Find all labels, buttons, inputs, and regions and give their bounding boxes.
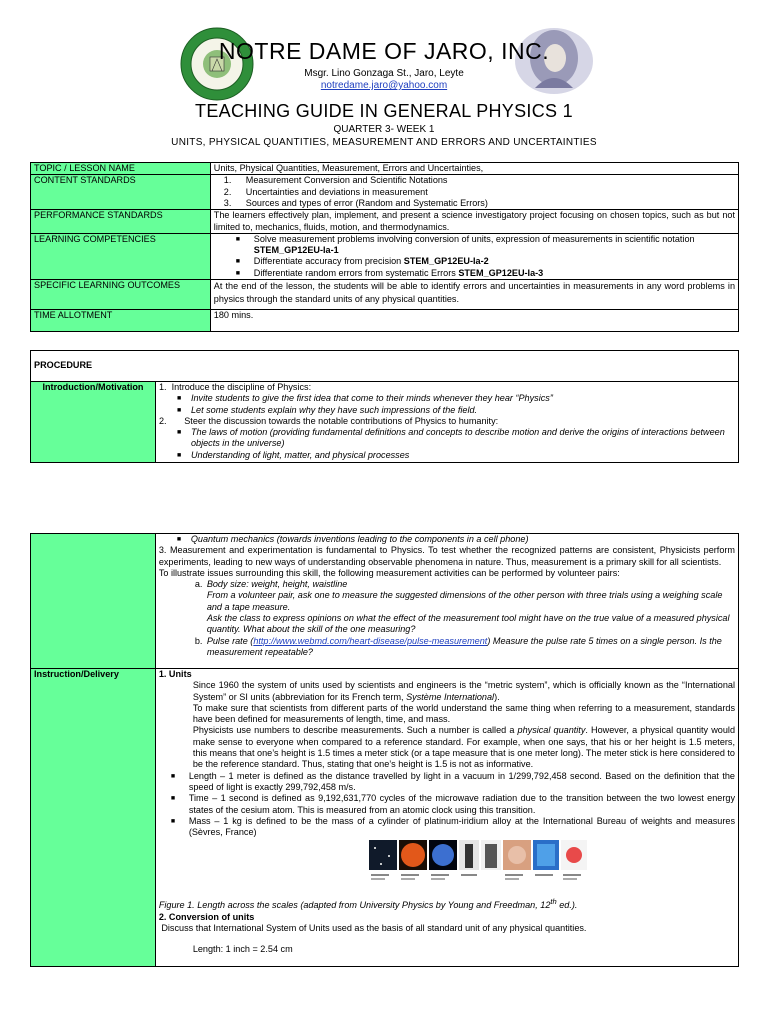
figure-1-caption: Figure 1. Length across the scales (adapted from University Physics by Young and Freedman, 12th ed.). bbox=[158, 897, 578, 911]
list-item: 2. Steer the discussion towards the notable contributions of Physics to humanity: bbox=[158, 415, 499, 426]
time-allotment-label: TIME ALLOTMENT bbox=[31, 310, 211, 332]
intro-continued-content bbox=[155, 534, 738, 669]
list-item: 1. Introduce the discipline of Physics: bbox=[158, 382, 312, 392]
lesson-info-table bbox=[30, 162, 739, 332]
conversion-heading: 2. Conversion of units bbox=[158, 911, 255, 922]
performance-standards-value: The learners effectively plan, implement, and present a science investigatory project focusing on chosen topics, such as but not limited to, mechanics, fluids, motion, and thermodynamics. bbox=[210, 210, 738, 234]
content-standards-list bbox=[210, 175, 738, 210]
intro-motivation-label: Introduction/Motivation bbox=[31, 382, 156, 463]
list-item: ■ Let some students explain why they have such impressions of the field. bbox=[176, 404, 478, 415]
list-item: 1. Measurement Conversion and Scientific Notations bbox=[223, 175, 448, 186]
units-paragraph-1: Since 1960 the system of units used by scientists and engineers is the “metric system”, which is officially known as the “International System” or SI units (abbreviation for its French term, Système International). bbox=[192, 680, 735, 702]
learning-competencies-list bbox=[210, 233, 738, 279]
list-item: ■ Invite students to give the first idea that come to their minds whenever they hear “Physics” bbox=[176, 393, 553, 404]
intro-motivation-content bbox=[155, 382, 738, 463]
intro-continued-label bbox=[31, 534, 156, 669]
activity-a-p2: Ask the class to express opinions on what the effect of the measurement tool might have on the true value of a measured physical quantity. What about the skill of the one measuring? bbox=[206, 613, 730, 635]
learning-outcomes-label: SPECIFIC LEARNING OUTCOMES bbox=[31, 280, 211, 310]
units-paragraph-3: Physicists use numbers to describe measurements. Such a number is called a physical quantity. However, a physical quantity would make sense to everyone when compared to a reference standard. For example, when one says, that his or her height is 1.5 meters, this means that one’s height is 1.5 times a meter stick (or a tape measure that is one meter long). The meter stick is here considered to be the reference standard. Thus, stating that one’s height is 1.5 is not as informative. bbox=[192, 725, 736, 770]
units-heading: 1. Units bbox=[158, 669, 192, 679]
quarter-label: QUARTER 3- WEEK 1 bbox=[333, 124, 435, 135]
pulse-measurement-link[interactable]: http://www.webmd.com/heart-disease/pulse-measurement bbox=[253, 635, 488, 646]
activity-a: a. Body size: weight, height, waistline bbox=[194, 579, 348, 590]
time-allotment-value: 180 mins. bbox=[210, 310, 738, 332]
list-item: ■ The laws of motion (providing fundamental definitions and concepts to describe motion and derive the origins of interactions between objects in the universe) bbox=[176, 427, 725, 449]
list-item: ■ Differentiate accuracy from precision STEM_GP12EU-Ia-2 bbox=[235, 256, 489, 267]
list-item: ■ Quantum mechanics (towards inventions leading to the components in a cell phone) bbox=[176, 534, 529, 544]
school-address: Msgr. Lino Gonzaga St., Jaro, Leyte bbox=[304, 68, 464, 79]
list-item: ■ Solve measurement problems involving conversion of units, expression of measurements in scientific notation STEM_GP12EU-Ia-1 bbox=[235, 233, 695, 256]
procedure-heading: PROCEDURE bbox=[31, 351, 739, 382]
list-item: 2. Uncertainties and deviations in measurement bbox=[223, 186, 428, 197]
list-item: ■ Time – 1 second is defined as 9,192,631,770 cycles of the microwave radiation due to the transition between the two lowest energy states of the cesium atom. This is measured from an atomic clock using this transition. bbox=[170, 793, 735, 815]
learning-outcomes-value: At the end of the lesson, the students will be able to identify errors and uncertainties in measurements in any word problems in physics through the standard units of any physical quantities. bbox=[210, 280, 738, 310]
list-item: ■ Understanding of light, matter, and physical processes bbox=[176, 449, 410, 460]
school-name: NOTRE DAME OF JARO, INC. bbox=[218, 38, 550, 64]
activity-b: b. Pulse rate (http://www.webmd.com/heart-disease/pulse-measurement) Measure the pulse rate 5 times on a single person. Is the measurement repeatable? bbox=[194, 635, 722, 657]
page-title: TEACHING GUIDE IN GENERAL PHYSICS 1 bbox=[195, 101, 573, 121]
conversion-paragraph: Discuss that International System of Units used as the basis of all standard unit of any physical quantities. bbox=[161, 923, 587, 934]
lesson-subtitle: UNITS, PHYSICAL QUANTITIES, MEASUREMENT AND ERRORS AND UNCERTAINTIES bbox=[171, 137, 597, 148]
content-standards-label: CONTENT STANDARDS bbox=[31, 175, 211, 210]
length-scales-figure bbox=[369, 838, 589, 888]
list-item: ■ Mass – 1 kg is defined to be the mass of a cylinder of platinum-iridium alloy at the International Bureau of weights and measures (Sèvres, France) bbox=[170, 815, 735, 838]
list-item: ■ Differentiate random errors from systematic Errors STEM_GP12EU-Ia-3 bbox=[235, 267, 544, 278]
illustrate-text: To illustrate issues surrounding this skill, the following measurement activities can be performed by volunteer pairs: bbox=[158, 567, 620, 578]
item-3-text: 3. Measurement and experimentation is fundamental to Physics. To test whether the recognized patterns are consistent, Physicists perform experiments, leading to new ways of understanding observable phenomena in nature. Thus, measurement is a primary skill for all scientists. bbox=[158, 545, 735, 567]
figure-1-image bbox=[369, 838, 735, 888]
learning-competencies-label: LEARNING COMPETENCIES bbox=[31, 233, 211, 279]
activity-a-p1: From a volunteer pair, ask one to measure the suggested dimensions of the other person with three trials using a weighing scale and a tape measure. bbox=[206, 590, 723, 612]
instruction-delivery-label: Instruction/Delivery bbox=[31, 669, 156, 967]
procedure-table bbox=[30, 350, 739, 463]
list-item: ■ Length – 1 meter is defined as the distance travelled by light in a vacuum in 1/299,792,458 second. Based on the definition that the speed of light is exactly 299,792,458 m/s. bbox=[170, 770, 735, 792]
units-paragraph-2: To make sure that scientists from different parts of the world understand the same thing when referring to a measurement, standards have been defined for measurements of length, time, and mass. bbox=[192, 702, 735, 725]
list-item: 3. Sources and types of error (Random and Systematic Errors) bbox=[223, 197, 488, 208]
length-conversion: Length: 1 inch = 2.54 cm bbox=[192, 944, 293, 955]
instruction-delivery-content bbox=[155, 669, 738, 967]
topic-value: Units, Physical Quantities, Measurement, Errors and Uncertainties, bbox=[210, 163, 738, 175]
procedure-continued-table bbox=[30, 533, 739, 967]
school-email-link[interactable]: notredame.jaro@yahoo.com bbox=[320, 80, 448, 91]
topic-label: TOPIC / LESSON NAME bbox=[31, 163, 211, 175]
performance-standards-label: PERFORMANCE STANDARDS bbox=[31, 210, 211, 234]
